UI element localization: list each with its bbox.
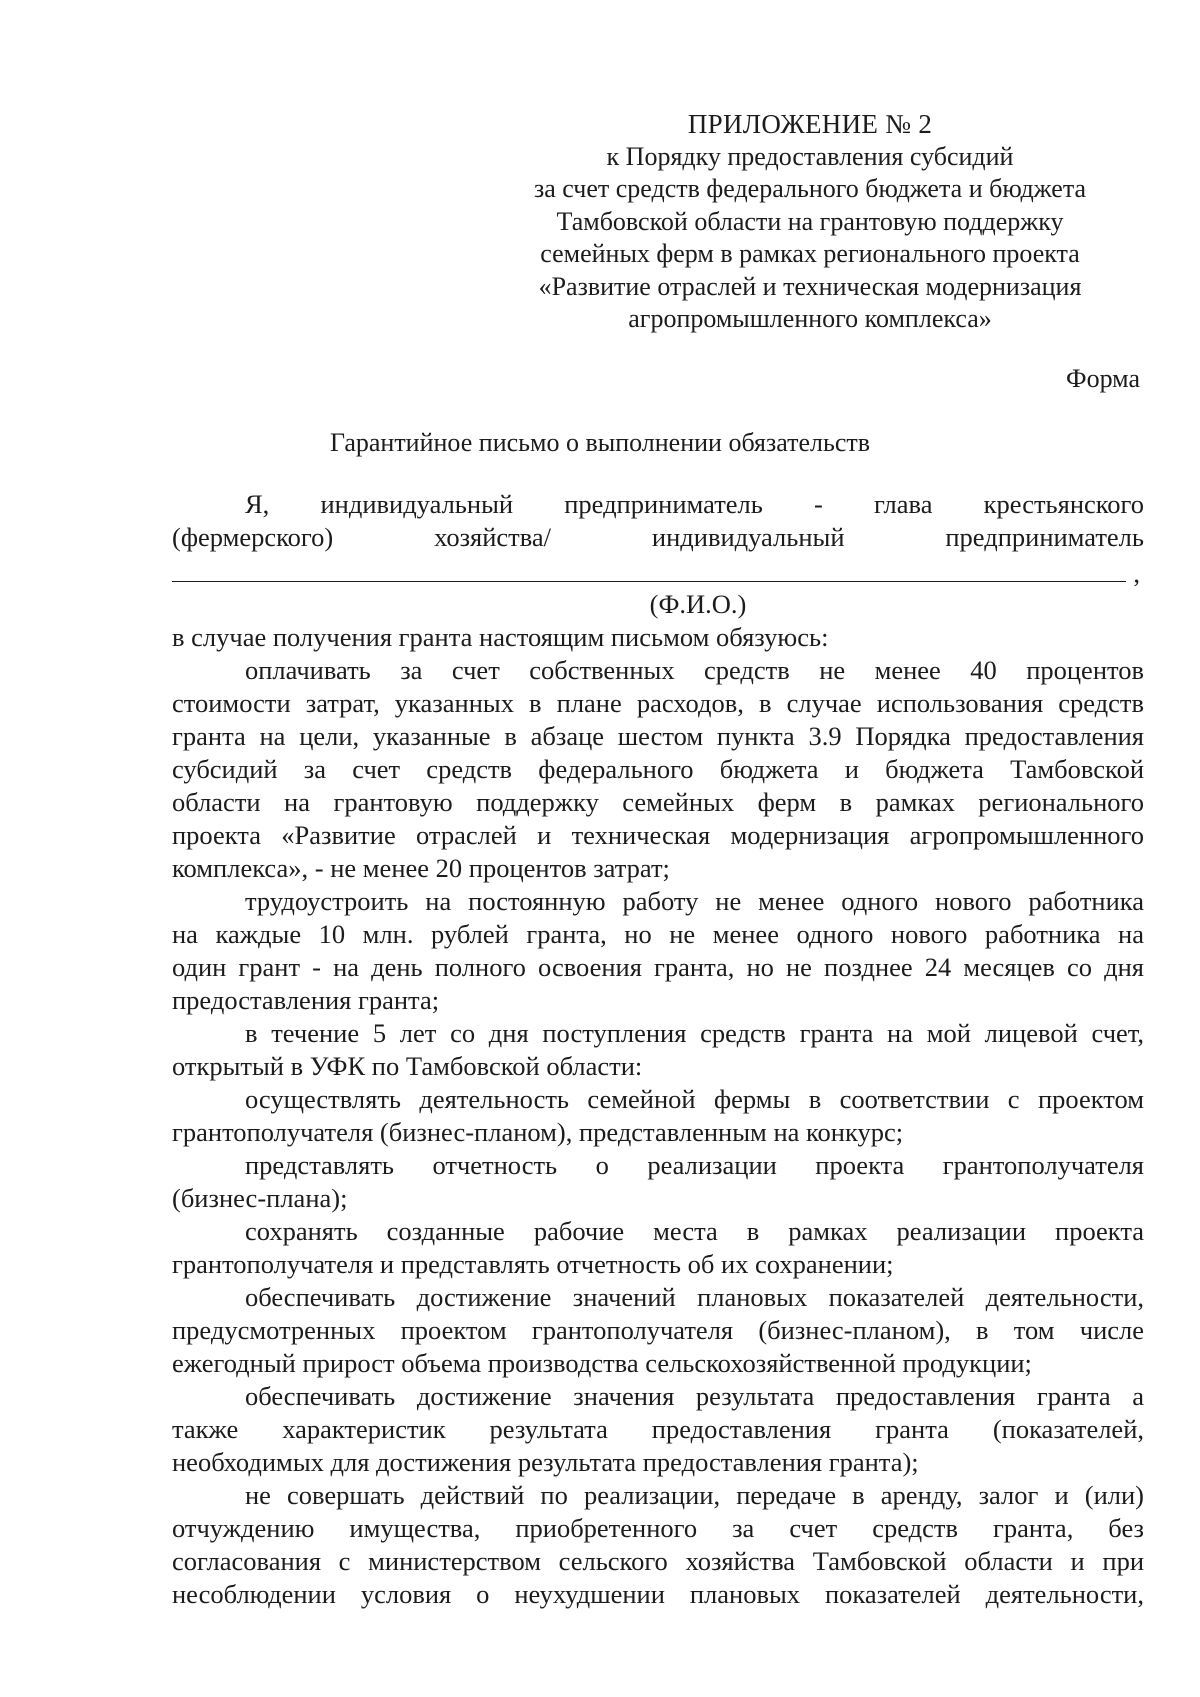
- obligation-paragraph: [172, 1017, 1144, 1083]
- intro-line: Я, индивидуальный предприниматель - глава крестьянского: [245, 489, 1144, 519]
- paragraph-line: на каждые 10 млн. рублей гранта, но не менее одного нового работника на: [172, 919, 1144, 949]
- paragraph-line: открытый в УФК по Тамбовской области:: [172, 1051, 643, 1081]
- appendix-header: [490, 108, 1130, 336]
- paragraph-line: стоимости затрат, указанных в плане расходов, в случае использования средств: [172, 688, 1144, 718]
- paragraph-line: отчуждению имущества, приобретенного за счет средств гранта, без: [172, 1513, 1144, 1543]
- document-body: [172, 488, 1144, 1611]
- intro-line: (фермерского) хозяйства/ индивидуальный предприниматель: [172, 522, 1144, 552]
- paragraph-line: также характеристик результата предоставления гранта (показателей,: [172, 1414, 1144, 1444]
- obligation-paragraph: [172, 1215, 1144, 1281]
- paragraph-line: предоставления гранта;: [172, 985, 440, 1015]
- paragraph-line: гранта на цели, указанные в абзаце шестом пункта 3.9 Порядка предоставления: [172, 721, 1144, 751]
- obligation-paragraph: [172, 1479, 1144, 1611]
- paragraph-line: области на грантовую поддержку семейных ферм в рамках регионального: [172, 787, 1144, 817]
- paragraph-line: субсидий за счет средств федерального бюджета и бюджета Тамбовской: [172, 754, 1144, 784]
- paragraph-line: представлять отчетность о реализации проекта грантополучателя: [245, 1150, 1144, 1180]
- appendix-title: ПРИЛОЖЕНИЕ № 2: [687, 109, 933, 139]
- fio-blank-line: [172, 554, 1140, 588]
- paragraph-line: ежегодный прирост объема производства сельскохозяйственной продукции;: [172, 1348, 1032, 1378]
- trailing-comma: ,: [1133, 558, 1140, 588]
- paragraph-line: обеспечивать достижение значений плановых показателей деятельности,: [245, 1282, 1144, 1312]
- obligation-paragraph: [172, 885, 1144, 1017]
- paragraph-line: необходимых для достижения результата предоставления гранта);: [172, 1447, 919, 1477]
- paragraph-line: комплекса», - не менее 20 процентов затрат;: [172, 853, 670, 883]
- fio-underline: [172, 581, 1126, 582]
- appendix-line: Тамбовской области на грантовую поддержку: [556, 206, 1064, 236]
- paragraph-line: согласования с министерством сельского хозяйства Тамбовской области и при: [172, 1546, 1144, 1576]
- fio-caption: (Ф.И.О.): [649, 589, 747, 619]
- appendix-line: «Развитие отраслей и техническая модернизация: [538, 271, 1082, 301]
- paragraph-line: проекта «Развитие отраслей и техническая модернизация агропромышленного: [172, 820, 1144, 850]
- obligation-paragraph: [172, 1083, 1144, 1149]
- paragraph-line: один грант - на день полного освоения гранта, но не позднее 24 месяцев со дня: [172, 952, 1144, 982]
- obligations-list: [172, 654, 1144, 1611]
- paragraph-line: предусмотренных проектом грантополучателя (бизнес-планом), в том числе: [172, 1315, 1144, 1345]
- paragraph-line: трудоустроить на постоянную работу не менее одного нового работника: [245, 886, 1144, 916]
- obligation-paragraph: [172, 1380, 1144, 1479]
- obligation-paragraph: [172, 654, 1144, 885]
- paragraph-line: в течение 5 лет со дня поступления средств гранта на мой лицевой счет,: [245, 1018, 1144, 1048]
- paragraph-line: осуществлять деятельность семейной фермы в соответствии с проектом: [245, 1084, 1144, 1114]
- paragraph-line: грантополучателя и представлять отчетность об их сохранении;: [172, 1249, 894, 1279]
- paragraph-line: несоблюдении условия о неухудшении плановых показателей деятельности,: [172, 1579, 1144, 1609]
- appendix-line: за счет средств федерального бюджета и бюджета: [533, 174, 1087, 203]
- paragraph-line: оплачивать за счет собственных средств не менее 40 процентов: [245, 655, 1144, 685]
- paragraph-line: не совершать действий по реализации, передаче в аренду, залог и (или): [245, 1480, 1144, 1510]
- appendix-line: к Порядку предоставления субсидий: [606, 141, 1014, 171]
- form-label: Форма: [1066, 364, 1140, 393]
- paragraph-line: грантополучателя (бизнес-планом), представленным на конкурс;: [172, 1117, 904, 1147]
- appendix-line: семейных ферм в рамках регионального проекта: [540, 239, 1080, 268]
- obligation-paragraph: [172, 1281, 1144, 1380]
- paragraph-line: сохранять созданные рабочие места в рамках реализации проекта: [245, 1216, 1144, 1246]
- intro-line: в случае получения гранта настоящим письмом обязуюсь:: [172, 622, 829, 652]
- paragraph-line: обеспечивать достижение значения результата предоставления гранта а: [245, 1381, 1144, 1411]
- document-title: Гарантийное письмо о выполнении обязательств: [329, 428, 871, 457]
- paragraph-line: (бизнес-плана);: [172, 1183, 348, 1213]
- obligation-paragraph: [172, 1149, 1144, 1215]
- appendix-line: агропромышленного комплекса»: [628, 304, 992, 333]
